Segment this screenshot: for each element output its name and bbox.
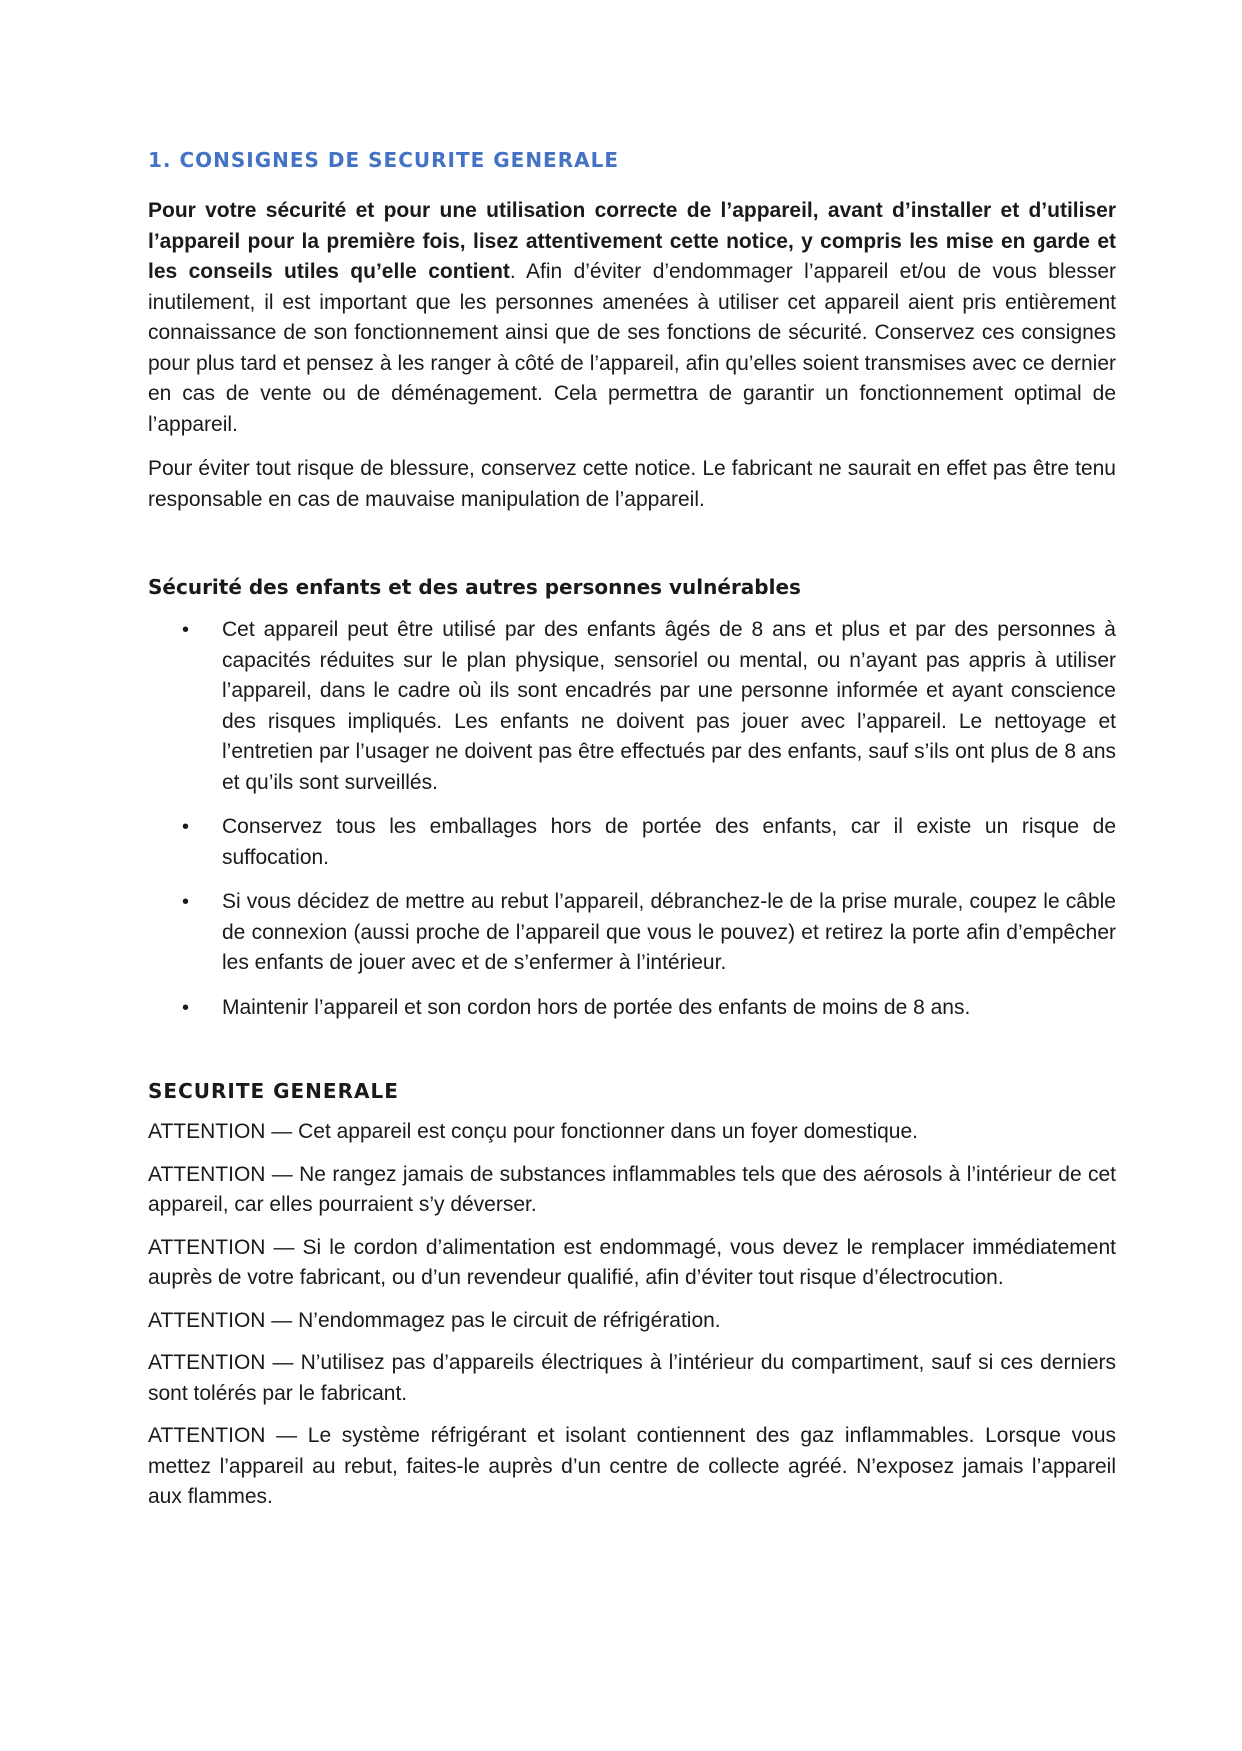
warning-paragraph: ATTENTION — Cet appareil est conçu pour fonctionner dans un foyer domestique. <box>148 1120 918 1143</box>
list-item <box>182 993 1116 1024</box>
children-safety-heading: Sécurité des enfants et des autres personnes vulnérables <box>148 575 801 599</box>
list-item-text: Si vous décidez de mettre au rebut l’appareil, débranchez-le de la prise murale, coupez le câble de connexion (aussi proche de l’appareil que vous le pouvez) et retirez la porte afin d’empêcher les enfants de jouer avec et de s’enfermer à l’intérieur. <box>222 890 1116 974</box>
list-item <box>182 887 1116 979</box>
children-safety-list <box>148 615 1116 1023</box>
list-item-text: Cet appareil peut être utilisé par des enfants âgés de 8 ans et plus et par des personnes à capacités réduites sur le plan physique, sensoriel ou mental, ou n’ayant pas appris à utiliser l’appareil, dans le cadre où ils sont encadrés par une personne informée et ayant conscience des risques impliqués. Les enfants ne doivent pas jouer avec l’appareil. Le nettoyage et l’entretien par l’usager ne doivent pas être effectués par des enfants, sauf s’ils ont plus de 8 ans et qu’ils sont surveillés. <box>222 618 1116 794</box>
intro-bold-text: Pour votre sécurité et pour une utilisation correcte de l’appareil, avant d’installer et d’utiliser l’appareil pour la première fois, lisez attentivement cette notice, y compris les mise en garde et les conseils utiles qu’elle contient <box>148 199 1116 283</box>
warning-paragraph: ATTENTION — Ne rangez jamais de substances inflammables tels que des aérosols à l’intérieur de cet appareil, car elles pourraient s’y déverser. <box>148 1162 1116 1216</box>
warning-paragraph: ATTENTION — Si le cordon d’alimentation est endommagé, vous devez le remplacer immédiatement auprès de votre fabricant, ou d’un revendeur qualifié, afin d’éviter tout risque d’électrocution. <box>148 1235 1116 1289</box>
bullet-icon: • <box>182 816 190 838</box>
warning-paragraph: ATTENTION — N’utilisez pas d’appareils électriques à l’intérieur du compartiment, sauf si ces derniers sont tolérés par le fabricant. <box>148 1351 1116 1405</box>
list-item-text: Maintenir l’appareil et son cordon hors de portée des enfants de moins de 8 ans. <box>222 995 971 1019</box>
warning-paragraph: ATTENTION — Le système réfrigérant et isolant contiennent des gaz inflammables. Lorsque vous mettez l’appareil au rebut, faites-le auprès d’un centre de collecte agréé. N’exposez jamais l’appareil aux flammes. <box>148 1424 1116 1508</box>
intro-text: . Afin d’éviter d’endommager l’appareil et/ou de vous blesser inutilement, il est important que les personnes amenées à utiliser cet appareil aient pris entièrement connaissance de son fonctionnement ainsi que de ses fonctions de sécurité. Conservez ces consignes pour plus tard et pensez à les ranger à côté de l’appareil, afin qu’elles soient transmises avec ce dernier en cas de vente ou de déménagement. Cela permettra de garantir un fonctionnement optimal de l’appareil. <box>148 260 1116 436</box>
liability-paragraph: Pour éviter tout risque de blessure, conservez cette notice. Le fabricant ne saurait en effet pas être tenu responsable en cas de mauvaise manipulation de l’appareil. <box>148 457 1116 511</box>
bullet-icon: • <box>182 619 190 641</box>
bullet-icon: • <box>182 891 190 913</box>
list-item-text: Conservez tous les emballages hors de portée des enfants, car il existe un risque de suffocation. <box>222 815 1116 869</box>
intro-paragraph <box>148 196 1116 440</box>
bullet-icon: • <box>182 996 190 1019</box>
list-item <box>182 812 1116 873</box>
document-page <box>148 148 1116 1525</box>
general-safety-heading: SECURITE GENERALE <box>148 1079 399 1103</box>
warning-paragraph: ATTENTION — N’endommagez pas le circuit de réfrigération. <box>148 1308 721 1332</box>
section-title: 1. CONSIGNES DE SECURITE GENERALE <box>148 148 620 172</box>
list-item <box>182 615 1116 798</box>
